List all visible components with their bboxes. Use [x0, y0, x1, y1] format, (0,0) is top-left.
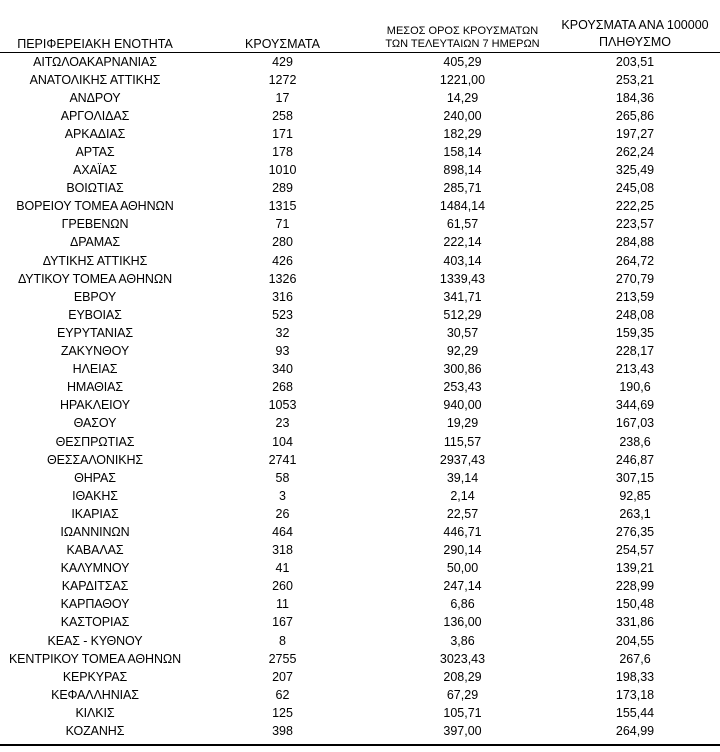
region-cell: ΑΙΤΩΛΟΑΚΑΡΝΑΝΙΑΣ: [33, 54, 157, 69]
cases-cell: 178: [272, 145, 293, 160]
table-row: [0, 704, 720, 722]
cases-cell: 62: [275, 687, 290, 702]
avg-cell: 6,86: [450, 597, 475, 612]
cases-cell: 280: [272, 235, 293, 250]
region-cell: ΑΡΓΟΛΙΔΑΣ: [60, 108, 130, 123]
per100k-cell: 92,85: [619, 488, 651, 503]
avg-cell: 136,00: [443, 615, 482, 630]
table-row: [0, 541, 720, 559]
region-cell: ΚΕΦΑΛΛΗΝΙΑΣ: [51, 687, 139, 702]
avg-cell: 30,57: [446, 325, 479, 340]
cases-cell: 11: [276, 597, 289, 612]
table-row: [0, 233, 720, 251]
table-row: [0, 378, 720, 396]
region-cell: ΔΡΑΜΑΣ: [70, 235, 120, 250]
table-row: [0, 451, 720, 469]
region-cell: ΙΚΑΡΙΑΣ: [71, 506, 119, 521]
avg-cell: 397,00: [443, 724, 482, 739]
cases-cell: 3: [279, 488, 286, 503]
per100k-cell: 254,57: [615, 543, 655, 558]
region-cell: ΓΡΕΒΕΝΩΝ: [61, 217, 129, 232]
table-body: [0, 52, 720, 740]
cases-cell: 268: [272, 380, 293, 395]
per100k-cell: 203,51: [615, 54, 655, 69]
cases-cell: 8: [279, 633, 286, 648]
table-row: [0, 668, 720, 686]
region-cell: ΚΕΝΤΡΙΚΟΥ ΤΟΜΕΑ ΑΘΗΝΩΝ: [8, 651, 182, 666]
per100k-cell: 270,79: [615, 271, 655, 286]
cases-cell: 1053: [268, 398, 297, 413]
header-avg-7days: [375, 0, 550, 52]
avg-cell: 940,00: [443, 398, 482, 413]
cases-cell: 1010: [268, 163, 297, 178]
per100k-cell: 213,43: [615, 362, 655, 377]
avg-cell: 222,14: [443, 235, 482, 250]
table-row: [0, 469, 720, 487]
per100k-cell: 222,25: [615, 199, 655, 214]
cases-cell: 71: [275, 217, 290, 232]
region-cell: ΔΥΤΙΚΟΥ ΤΟΜΕΑ ΑΘΗΝΩΝ: [17, 271, 173, 286]
avg-cell: 50,00: [446, 561, 479, 576]
per100k-cell: 276,35: [615, 524, 655, 539]
avg-cell: 3,86: [450, 633, 475, 648]
table-row: [0, 505, 720, 523]
avg-cell: 158,14: [443, 145, 482, 160]
table-row: [0, 125, 720, 143]
cases-cell: 1326: [268, 271, 297, 286]
cases-cell: 289: [272, 181, 293, 196]
table-row: [0, 686, 720, 704]
avg-cell: 2,14: [450, 488, 475, 503]
region-cell: ΚΑΒΑΛΑΣ: [66, 543, 124, 558]
cases-cell: 1315: [268, 199, 297, 214]
avg-cell: 61,57: [446, 217, 479, 232]
table-row: [0, 324, 720, 342]
table-row: [0, 179, 720, 197]
header-avg-line2: ΤΩΝ ΤΕΛΕΥΤΑΙΩΝ 7 ΗΜΕΡΩΝ: [385, 37, 540, 50]
per100k-cell: 228,99: [615, 579, 655, 594]
avg-cell: 14,29: [446, 90, 479, 105]
table-row: [0, 414, 720, 432]
per100k-cell: 246,87: [615, 452, 655, 467]
table-row: [0, 215, 720, 233]
table-row: [0, 487, 720, 505]
header-avg-line1: ΜΕΣΟΣ ΟΡΟΣ ΚΡΟΥΣΜΑΤΩΝ: [386, 24, 539, 37]
region-cell: ΚΕΑΣ - ΚΥΘΝΟΥ: [47, 633, 143, 648]
region-cell: ΒΟΙΩΤΙΑΣ: [66, 181, 124, 196]
table-row: [0, 342, 720, 360]
region-cell: ΚΟΖΑΝΗΣ: [65, 724, 125, 739]
avg-cell: 39,14: [446, 470, 479, 485]
table-row: [0, 89, 720, 107]
region-cell: ΙΩΑΝΝΙΝΩΝ: [60, 524, 130, 539]
cases-cell: 26: [275, 506, 290, 521]
avg-cell: 19,29: [446, 416, 479, 431]
region-cell: ΚΑΣΤΟΡΙΑΣ: [60, 615, 130, 630]
per100k-cell: 139,21: [615, 561, 655, 576]
cases-cell: 125: [272, 705, 293, 720]
table-row: [0, 71, 720, 89]
region-cell: ΚΕΡΚΥΡΑΣ: [62, 669, 128, 684]
per100k-cell: 248,08: [615, 307, 655, 322]
avg-cell: 240,00: [443, 108, 482, 123]
region-cell: ΑΝΑΤΟΛΙΚΗΣ ΑΤΤΙΚΗΣ: [29, 72, 161, 87]
cases-cell: 260: [272, 579, 293, 594]
per100k-cell: 184,36: [615, 90, 655, 105]
cases-cell: 316: [272, 289, 293, 304]
table-row: [0, 360, 720, 378]
region-cell: ΖΑΚΥΝΘΟΥ: [60, 344, 130, 359]
table-row: [0, 613, 720, 631]
table-row: [0, 197, 720, 215]
avg-cell: 208,29: [443, 669, 482, 684]
region-cell: ΘΕΣΠΡΩΤΙΑΣ: [55, 434, 135, 449]
table-row: [0, 432, 720, 450]
table-row: [0, 577, 720, 595]
cases-cell: 207: [272, 669, 293, 684]
per100k-cell: 228,17: [615, 344, 655, 359]
cases-cell: 41: [275, 561, 290, 576]
per100k-cell: 267,6: [619, 651, 651, 666]
region-cell: ΑΧΑΪΑΣ: [73, 163, 117, 178]
avg-cell: 290,14: [443, 543, 482, 558]
region-cell: ΕΒΡΟΥ: [73, 289, 117, 304]
region-cell: ΒΟΡΕΙΟΥ ΤΟΜΕΑ ΑΘΗΝΩΝ: [16, 199, 174, 214]
table-row: [0, 632, 720, 650]
per100k-cell: 204,55: [615, 633, 655, 648]
cases-cell: 32: [275, 325, 290, 340]
per100k-cell: 155,44: [615, 705, 655, 720]
per100k-cell: 167,03: [615, 416, 655, 431]
avg-cell: 403,14: [443, 253, 482, 268]
cases-cell: 429: [272, 54, 293, 69]
avg-cell: 253,43: [443, 380, 482, 395]
per100k-cell: 150,48: [615, 597, 655, 612]
region-cell: ΚΙΛΚΙΣ: [75, 705, 115, 720]
cases-cell: 58: [275, 470, 290, 485]
per100k-cell: 198,33: [615, 669, 655, 684]
cases-cell: 23: [275, 416, 290, 431]
region-cell: ΑΡΚΑΔΙΑΣ: [64, 126, 126, 141]
header-per100k-line2: ΠΛΗΘΥΣΜΟ: [599, 34, 671, 49]
per100k-cell: 325,49: [615, 163, 655, 178]
region-cell: ΑΝΔΡΟΥ: [69, 90, 121, 105]
region-cell: ΘΗΡΑΣ: [74, 470, 116, 485]
avg-cell: 446,71: [443, 524, 482, 539]
table-row: [0, 161, 720, 179]
per100k-cell: 307,15: [615, 470, 655, 485]
table-row: [0, 143, 720, 161]
cases-cell: 523: [272, 307, 293, 322]
avg-cell: 67,29: [446, 687, 479, 702]
avg-cell: 3023,43: [439, 651, 486, 666]
region-cell: ΚΑΡΠΑΘΟΥ: [60, 597, 130, 612]
table-row: [0, 252, 720, 270]
per100k-cell: 197,27: [615, 126, 655, 141]
avg-cell: 182,29: [443, 126, 482, 141]
cases-cell: 340: [272, 362, 293, 377]
per100k-cell: 173,18: [615, 687, 655, 702]
per100k-cell: 223,57: [615, 217, 655, 232]
per100k-cell: 253,21: [615, 72, 655, 87]
region-cell: ΚΑΛΥΜΝΟΥ: [60, 561, 130, 576]
table-row: [0, 523, 720, 541]
table-row: [0, 306, 720, 324]
per100k-cell: 190,6: [619, 380, 651, 395]
table-row: [0, 270, 720, 288]
cases-cell: 167: [272, 615, 293, 630]
avg-cell: 285,71: [443, 181, 482, 196]
per100k-cell: 264,72: [615, 253, 655, 268]
per100k-cell: 263,1: [619, 506, 651, 521]
avg-cell: 2937,43: [439, 452, 486, 467]
cases-cell: 398: [272, 724, 293, 739]
avg-cell: 512,29: [443, 307, 482, 322]
header-cases: ΚΡΟΥΣΜΑΤΑ: [190, 0, 375, 52]
table-row: [0, 650, 720, 668]
cases-cell: 1272: [268, 72, 297, 87]
header-region: ΠΕΡΙΦΕΡΕΙΑΚΗ ΕΝΟΤΗΤΑ: [0, 0, 190, 52]
cases-cell: 93: [275, 344, 290, 359]
region-cell: ΗΡΑΚΛΕΙΟΥ: [59, 398, 131, 413]
avg-cell: 898,14: [443, 163, 482, 178]
bottom-border: [0, 744, 720, 746]
table-row: [0, 722, 720, 740]
cases-cell: 2755: [268, 651, 297, 666]
avg-cell: 115,57: [443, 434, 482, 449]
cases-cell: 426: [272, 253, 293, 268]
cases-cell: 258: [272, 108, 293, 123]
per100k-cell: 245,08: [615, 181, 655, 196]
table-row: [0, 107, 720, 125]
avg-cell: 405,29: [443, 54, 482, 69]
per100k-cell: 238,6: [619, 434, 651, 449]
cases-cell: 104: [272, 434, 293, 449]
header-per100k-line1: ΚΡΟΥΣΜΑΤΑ ΑΝΑ 100000: [561, 17, 709, 32]
avg-cell: 92,29: [446, 344, 479, 359]
avg-cell: 247,14: [443, 579, 482, 594]
region-cell: ΗΜΑΘΙΑΣ: [66, 380, 124, 395]
region-cell: ΙΘΑΚΗΣ: [72, 488, 118, 503]
avg-cell: 105,71: [443, 705, 482, 720]
table-row: [0, 288, 720, 306]
per100k-cell: 159,35: [615, 325, 655, 340]
header-row: [0, 0, 720, 52]
avg-cell: 1221,00: [439, 72, 486, 87]
table-row: [0, 595, 720, 613]
region-cell: ΘΑΣΟΥ: [73, 416, 117, 431]
cases-cell: 171: [272, 126, 293, 141]
table-row: [0, 396, 720, 414]
per100k-cell: 344,69: [615, 398, 655, 413]
per100k-cell: 265,86: [615, 108, 655, 123]
region-cell: ΚΑΡΔΙΤΣΑΣ: [61, 579, 129, 594]
avg-cell: 1339,43: [439, 271, 486, 286]
region-cell: ΕΥΡΥΤΑΝΙΑΣ: [57, 325, 133, 340]
per100k-cell: 262,24: [615, 145, 655, 160]
cases-cell: 318: [272, 543, 293, 558]
region-cell: ΕΥΒΟΙΑΣ: [68, 307, 122, 322]
cases-cell: 17: [275, 90, 290, 105]
region-cell: ΗΛΕΙΑΣ: [72, 362, 118, 377]
table-row: [0, 52, 720, 71]
per100k-cell: 213,59: [615, 289, 655, 304]
per100k-cell: 284,88: [615, 235, 655, 250]
avg-cell: 300,86: [443, 362, 482, 377]
cases-cell: 2741: [268, 452, 297, 467]
table-row: [0, 559, 720, 577]
avg-cell: 22,57: [446, 506, 479, 521]
avg-cell: 341,71: [443, 289, 482, 304]
region-cell: ΔΥΤΙΚΗΣ ΑΤΤΙΚΗΣ: [42, 253, 148, 268]
header-per-100k: [550, 0, 720, 52]
per100k-cell: 264,99: [615, 724, 655, 739]
region-cell: ΑΡΤΑΣ: [75, 145, 115, 160]
cases-cell: 464: [272, 524, 293, 539]
avg-cell: 1484,14: [439, 199, 486, 214]
region-cell: ΘΕΣΣΑΛΟΝΙΚΗΣ: [46, 452, 144, 467]
per100k-cell: 331,86: [615, 615, 655, 630]
